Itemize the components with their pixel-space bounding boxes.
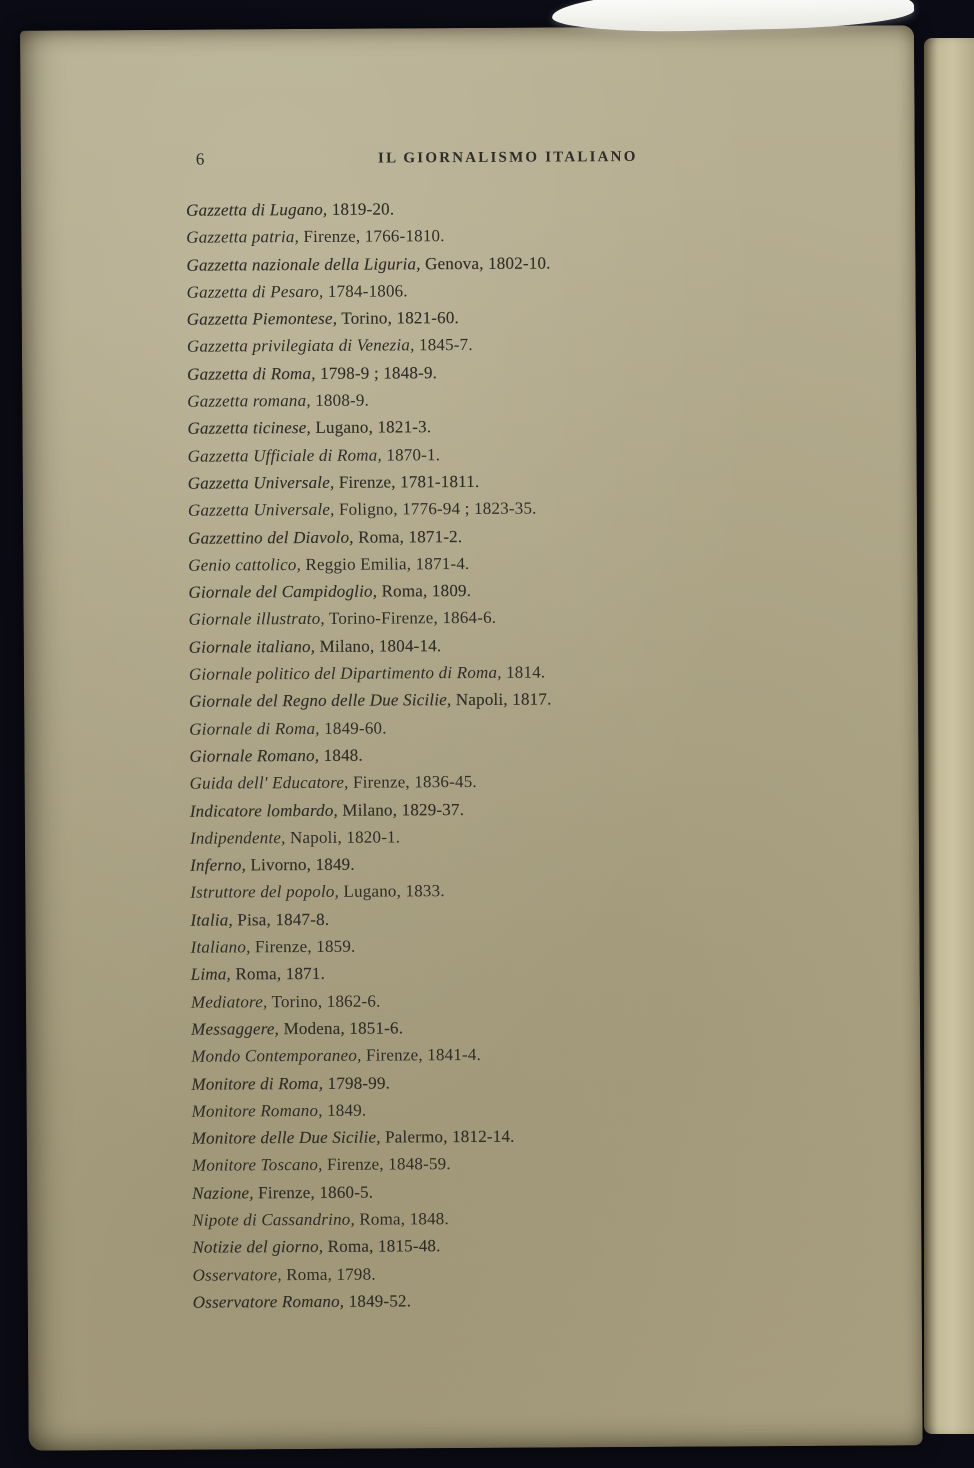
page-number: 6: [195, 149, 205, 169]
entry-title: Giornale italiano,: [188, 636, 316, 657]
entry-title: Giornale illustrato,: [188, 609, 325, 630]
entry: [188, 548, 808, 579]
entry-title: Osservatore,: [192, 1264, 282, 1285]
entry-title: Gazzetta Piemontese,: [186, 308, 338, 329]
entry-details: 1808-9.: [315, 390, 370, 411]
entry-details: Roma, 1871-2.: [358, 526, 463, 547]
entry-details: Roma, 1815-48.: [327, 1236, 441, 1257]
entry-details: Foligno, 1776-94 ; 1823-35.: [338, 498, 537, 520]
entry-title: Lima,: [190, 964, 232, 985]
entry: [190, 903, 810, 934]
entry-details: 1798-99.: [327, 1072, 391, 1093]
entry-details: Pisa, 1847-8.: [237, 909, 330, 930]
entry: [192, 1094, 812, 1125]
entry-title: Monitore Toscano,: [191, 1155, 323, 1176]
entry-title: Messaggere,: [191, 1019, 280, 1039]
entry-title: Nazione,: [192, 1183, 254, 1203]
entry-title: Giornale politico del Dipartimento di Roma,: [188, 662, 502, 684]
entry-title: Nipote di Cassandrino,: [192, 1209, 355, 1230]
entry-details: Roma, 1871.: [235, 964, 326, 984]
entry-title: Gazzetta Universale,: [187, 500, 335, 520]
running-title: IL GIORNALISMO ITALIANO: [377, 148, 638, 167]
entry-title: Gazzettino del Diavolo,: [188, 527, 354, 548]
entry-title: Giornale del Campidoglio,: [188, 581, 378, 602]
entry-details: Firenze, 1836-45.: [352, 772, 477, 792]
entry-title: Guida dell' Educatore,: [189, 772, 349, 793]
entry-details: Firenze, 1766-1810.: [303, 226, 445, 247]
entry: [192, 1121, 812, 1152]
entry-title: Notizie del giorno,: [192, 1237, 324, 1257]
entry-details: 1848.: [323, 745, 363, 765]
entry-title: Monitore di Roma,: [191, 1073, 324, 1094]
entry: [187, 302, 807, 333]
entry-details: Roma, 1798.: [286, 1264, 376, 1284]
entry: [187, 275, 807, 306]
entry: [190, 766, 810, 797]
entry-title: Gazzetta Universale,: [187, 472, 335, 493]
entry: [188, 520, 808, 551]
entry-details: Lugano, 1833.: [343, 881, 445, 902]
entry: [191, 1039, 811, 1070]
entry-title: Gazzetta di Pesaro,: [186, 281, 324, 302]
entry-title: Monitore Romano,: [191, 1100, 323, 1121]
entry-details: Firenze, 1859.: [254, 936, 356, 957]
entry: [187, 329, 807, 360]
entry: [187, 411, 807, 442]
next-page-edge: [924, 38, 974, 1434]
entry-details: Palermo, 1812-14.: [385, 1126, 515, 1147]
entry-title: Indipendente,: [189, 827, 286, 848]
entry: [186, 220, 806, 251]
entry-title: Gazzetta romana,: [187, 391, 311, 411]
entry-title: Indicatore lombardo,: [189, 800, 339, 821]
entry-details: Firenze, 1848-59.: [326, 1154, 451, 1175]
entry: [189, 739, 809, 770]
entry-title: Italia,: [190, 910, 233, 930]
entry: [188, 575, 808, 606]
entry: [191, 1066, 811, 1097]
entry-title: Gazzetta di Lugano,: [186, 199, 328, 220]
entry: [192, 1203, 812, 1234]
entry-title: Gazzetta di Roma,: [187, 363, 316, 384]
entry-details: 1849-60.: [324, 718, 387, 738]
entry: [190, 821, 810, 852]
entry: [189, 602, 809, 633]
entry-details: Livorno, 1849.: [250, 854, 355, 875]
entry-title: Monitore delle Due Sicilie,: [191, 1127, 381, 1148]
entry: [193, 1285, 813, 1316]
entry: [191, 1012, 811, 1043]
entry: [189, 684, 809, 715]
entry-list: [186, 193, 813, 1316]
entry-details: Lugano, 1821-3.: [315, 417, 432, 438]
entry-details: Firenze, 1781-1811.: [338, 471, 480, 492]
entry-title: Gazzetta privilegiata di Venezia,: [186, 335, 415, 357]
entry: [190, 793, 810, 824]
entry-details: Napoli, 1817.: [455, 689, 552, 710]
entry: [189, 657, 809, 688]
entry-title: Gazzetta nazionale della Liguria,: [186, 253, 421, 275]
entry-details: 1798-9 ; 1848-9.: [320, 362, 438, 383]
entry-title: Giornale Romano,: [189, 745, 320, 766]
entry-details: 1845-7.: [418, 335, 473, 355]
entry: [186, 248, 806, 279]
entry: [191, 930, 811, 961]
entry-details: 1849-52.: [348, 1291, 412, 1311]
entry: [191, 957, 811, 988]
entry-details: 1784-1806.: [327, 281, 408, 301]
entry-title: Mondo Contemporaneo,: [191, 1045, 362, 1066]
entry: [189, 712, 809, 743]
entry-details: 1849.: [327, 1100, 367, 1120]
entry-title: Osservatore Romano,: [192, 1291, 345, 1312]
entry: [190, 875, 810, 906]
entry-details: 1870-1.: [386, 444, 441, 465]
entry-details: Torino-Firenze, 1864-6.: [328, 608, 497, 629]
entry-details: 1819-20.: [331, 199, 395, 219]
entry-title: Giornale di Roma,: [189, 718, 320, 739]
entry-details: Milano, 1804-14.: [319, 635, 442, 656]
entry: [190, 848, 810, 879]
entry-details: Torino, 1862-6.: [271, 991, 381, 1011]
entry-details: Napoli, 1820-1.: [289, 827, 401, 847]
entry: [192, 1176, 812, 1207]
entry-details: Firenze, 1860-5.: [258, 1182, 374, 1202]
book-page: [20, 25, 923, 1450]
entry: [188, 493, 808, 524]
entry-details: Roma, 1848.: [359, 1209, 449, 1229]
entry-title: Mediatore,: [190, 991, 268, 1012]
entry-details: Firenze, 1841-4.: [365, 1045, 482, 1065]
entry: [192, 1148, 812, 1179]
entry: [187, 384, 807, 415]
entry-title: Gazzetta Ufficiale di Roma,: [187, 445, 382, 466]
entry-details: Genova, 1802-10.: [425, 253, 551, 273]
entry-details: 1814.: [506, 662, 546, 682]
entry-details: Modena, 1851-6.: [283, 1018, 404, 1039]
entry: [193, 1257, 813, 1288]
entry-title: Inferno,: [190, 855, 247, 875]
entry: [187, 357, 807, 388]
entry: [191, 985, 811, 1016]
entry: [192, 1230, 812, 1261]
entry-title: Istruttore del popolo,: [190, 882, 340, 903]
entry-title: Italiano,: [190, 937, 251, 957]
entry: [189, 630, 809, 661]
entry: [186, 193, 806, 224]
entry: [188, 439, 808, 470]
entry-title: Gazzetta patria,: [186, 227, 300, 248]
entry: [188, 466, 808, 497]
entry-title: Giornale del Regno delle Due Sicilie,: [189, 690, 452, 712]
entry-details: Reggio Emilia, 1871-4.: [305, 553, 470, 574]
entry-details: Roma, 1809.: [381, 581, 472, 601]
entry-title: Gazzetta ticinese,: [187, 418, 312, 439]
entry-title: Genio cattolico,: [188, 554, 302, 575]
entry-details: Torino, 1821-60.: [341, 308, 460, 328]
entry-details: Milano, 1829-37.: [342, 799, 465, 820]
